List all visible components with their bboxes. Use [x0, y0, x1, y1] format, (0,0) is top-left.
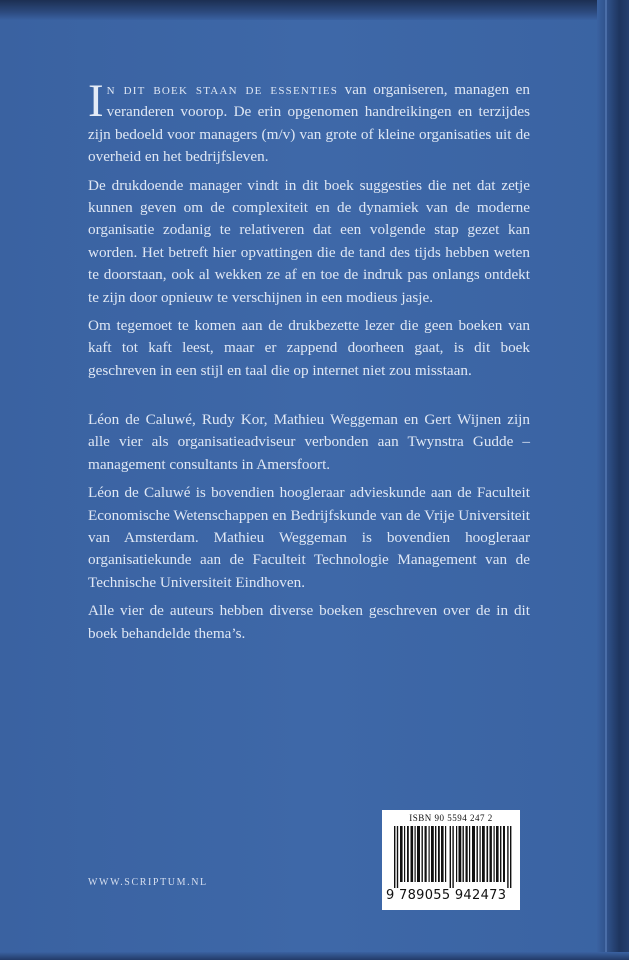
- cover-spine-edge: [597, 0, 629, 960]
- barcode-label: [382, 810, 520, 910]
- barcode-icon: [394, 826, 512, 888]
- isbn-number: ISBN 90 5594 247 2: [409, 813, 493, 823]
- blurb-paragraph-1: [88, 75, 530, 169]
- ean-number: 9 789055 942473: [386, 888, 507, 903]
- authors-paragraph-1: Léon de Caluwé, Rudy Kor, Mathieu Weggeman en Gert Wijnen zijn alle vier als organisatieadviseur verbonden aan Twynstra Gudde – management consultants in Amersfoort.: [88, 411, 530, 473]
- cover-bottom-edge: [0, 952, 629, 960]
- blurb-text-1: van organiseren, managen en veranderen voorop. De erin opgenomen handreikingen en terzijdes zijn bedoeld voor managers (m/v) van grote of kleine organisaties uit de overheid en het bedrijfsleven.: [88, 81, 530, 166]
- authors-block: [88, 409, 530, 651]
- intro-smallcaps: n dit boek staan de essenties: [106, 81, 339, 98]
- publisher-website: WWW.SCRIPTUM.NL: [88, 877, 208, 888]
- authors-paragraph-3: Alle vier de auteurs hebben diverse boeken geschreven over de in dit boek behandelde thema’s.: [88, 602, 530, 642]
- blurb-paragraph-2: De drukdoende manager vindt in dit boek suggesties die net dat zetje kunnen geven om de complexiteit en de dynamiek van de moderne organisatie zodanig te relativeren dat een volgende stap gezet kan worden. Het betreft hier opvattingen die de tand des tijds hebben weten te doorstaan, ook al wekken ze af en toe de indruk pas onlangs ontdekt te zijn door opnieuw te verschijnen in een modieus jasje.: [88, 176, 530, 306]
- blurb-paragraph-3: Om tegemoet te komen aan de drukbezette lezer die geen boeken van kaft tot kaft leest, maar er zappend doorheen gaat, is dit boek geschreven in een stijl en taal die op internet niet zou misstaan.: [88, 317, 530, 379]
- spine-highlight: [605, 0, 607, 960]
- authors-paragraph-2: Léon de Caluwé is bovendien hoogleraar advieskunde aan de Faculteit Economische Wetenschappen en Bedrijfskunde van de Vrije Universiteit van Amsterdam. Mathieu Weggeman is bovendien hoogleraar organisatiekunde aan de Faculteit Technologie Management van de Technische Universiteit Eindhoven.: [88, 484, 530, 591]
- drop-cap: I: [88, 75, 104, 127]
- blurb-block: [88, 75, 530, 388]
- cover-top-edge: [0, 0, 629, 20]
